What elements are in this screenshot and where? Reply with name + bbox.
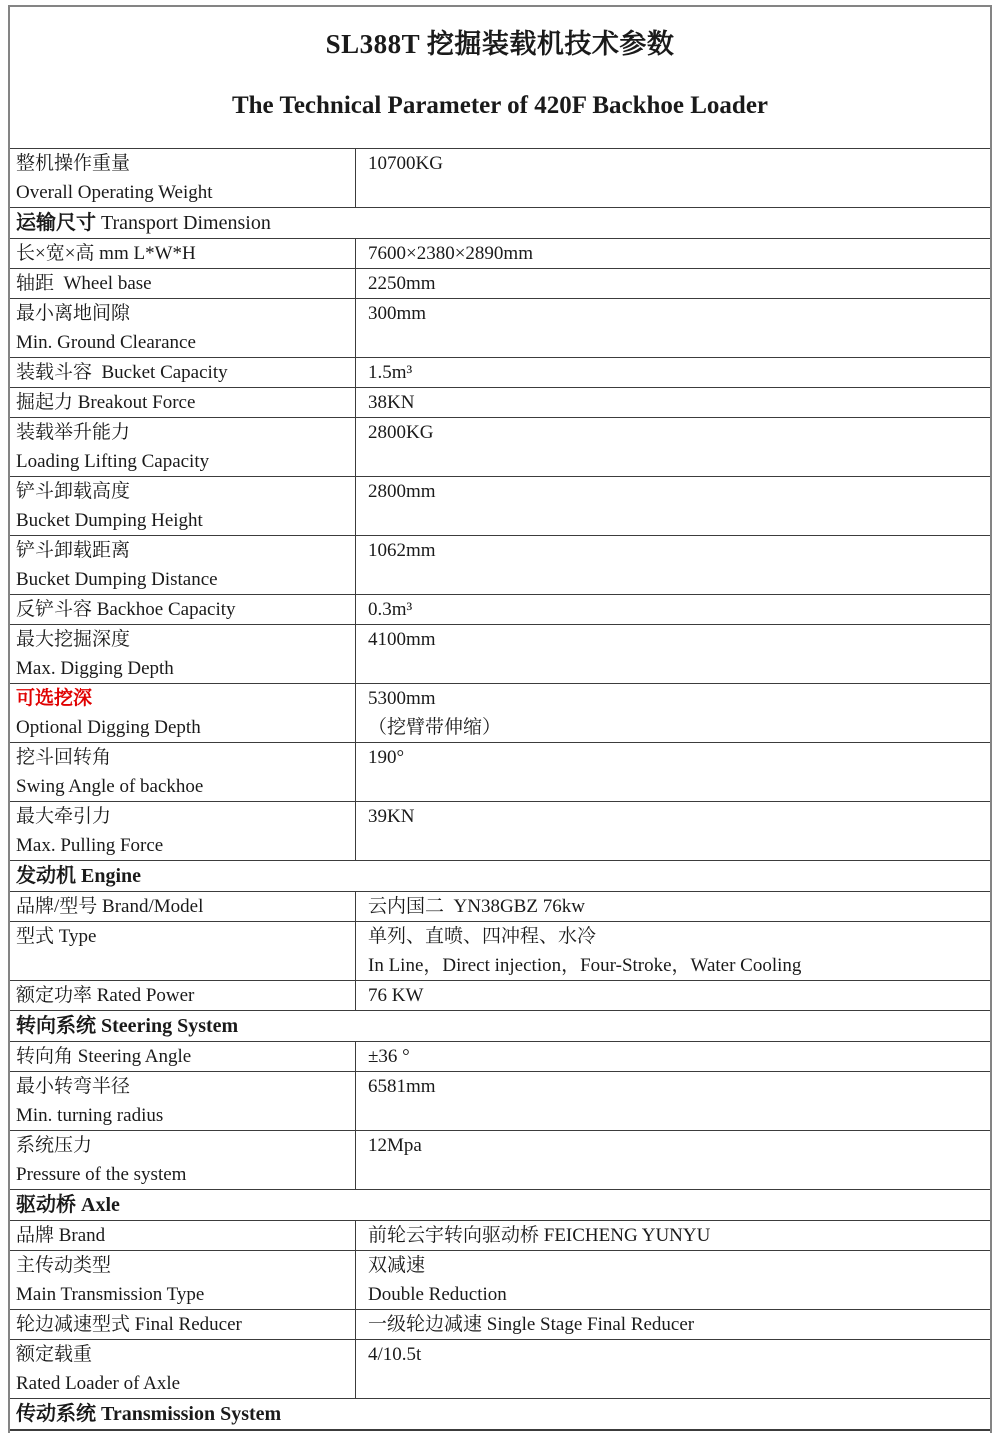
- param-value-cell: [356, 1221, 990, 1250]
- param-value-line: 39KN: [368, 806, 415, 827]
- param-value-cell: [356, 922, 990, 980]
- param-value-cell: [356, 1340, 990, 1398]
- param-value-line: 7600×2380×2890mm: [368, 243, 533, 264]
- spec-row: [10, 1250, 990, 1309]
- param-label-line: Overall Operating Weight: [16, 182, 213, 203]
- param-label-cell: [10, 299, 356, 357]
- section-label-en: Steering System: [101, 1015, 239, 1037]
- param-label-line: 整机操作重量: [16, 153, 131, 174]
- param-value-line: 1.5m³: [368, 362, 413, 383]
- param-value-cell: [356, 981, 990, 1010]
- param-value-line: 4100mm: [368, 629, 436, 650]
- param-value-cell: [356, 595, 990, 624]
- param-value-line: 云内国二 YN38GBZ 76kw: [368, 896, 585, 917]
- param-label-cell: [10, 1131, 356, 1189]
- section-label-zh: 发动机: [16, 865, 76, 887]
- spec-row: [10, 624, 990, 683]
- param-value-cell: [356, 1310, 990, 1339]
- param-value-cell: [356, 477, 990, 535]
- param-label-line: 长×宽×高 mm L*W*H: [16, 243, 196, 264]
- param-label-line: 品牌/型号 Brand/Model: [16, 896, 204, 917]
- param-label-line: 转向角 Steering Angle: [16, 1046, 192, 1067]
- param-value-line: 0.3m³: [368, 599, 413, 620]
- param-value-line: Double Reduction: [368, 1284, 507, 1305]
- section-label-zh: 转向系统: [16, 1015, 96, 1037]
- param-label-cell: [10, 802, 356, 860]
- param-label-line: Rated Loader of Axle: [16, 1373, 181, 1394]
- param-value-cell: [356, 269, 990, 298]
- param-label-line: 额定功率 Rated Power: [16, 985, 195, 1006]
- spec-row: [10, 535, 990, 594]
- param-label-cell: [10, 477, 356, 535]
- param-value-line: 前轮云宇转向驱动桥 FEICHENG YUNYU: [368, 1225, 711, 1246]
- param-label-line: Swing Angle of backhoe: [16, 776, 204, 797]
- param-label-line: 反铲斗容 Backhoe Capacity: [16, 599, 236, 620]
- param-label-line: 轮边减速型式 Final Reducer: [16, 1314, 242, 1335]
- param-label-cell: [10, 149, 356, 207]
- spec-row: [10, 298, 990, 357]
- param-value-line: 5300mm: [368, 688, 436, 709]
- param-value-line: （挖臂带伸缩）: [368, 717, 502, 738]
- param-label-line: Pressure of the system: [16, 1164, 187, 1185]
- param-label-line: 可选挖深: [16, 688, 93, 709]
- spec-row: [10, 921, 990, 980]
- param-label-cell: [10, 684, 356, 742]
- param-label-cell: [10, 1340, 356, 1398]
- spec-row: [10, 387, 990, 417]
- spec-row: [10, 1071, 990, 1130]
- param-label-cell: [10, 536, 356, 594]
- param-label-line: 型式 Type: [16, 926, 97, 947]
- param-label-line: 最小离地间隙: [16, 303, 131, 324]
- spec-row: [10, 1130, 990, 1189]
- document-header: [10, 7, 990, 148]
- section-row: [10, 1398, 990, 1431]
- param-label-line: Bucket Dumping Distance: [16, 569, 218, 590]
- param-label-line: 最小转弯半径: [16, 1076, 131, 1097]
- param-value-line: 1062mm: [368, 540, 436, 561]
- param-label-line: 最大牵引力: [16, 806, 112, 827]
- section-label-en: Axle: [81, 1194, 120, 1216]
- spec-row: [10, 1339, 990, 1398]
- param-value-line: 12Mpa: [368, 1135, 422, 1156]
- section-label-zh: 运输尺寸: [16, 212, 96, 234]
- param-value-line: 76 KW: [368, 985, 424, 1006]
- spec-row: [10, 148, 990, 207]
- section-row: [10, 207, 990, 238]
- section-label-en: Engine: [81, 865, 142, 887]
- param-label-line: 最大挖掘深度: [16, 629, 131, 650]
- param-label-line: 系统压力: [16, 1135, 93, 1156]
- param-value-line: 2250mm: [368, 273, 436, 294]
- param-label-cell: [10, 358, 356, 387]
- param-value-cell: [356, 358, 990, 387]
- section-row: [10, 860, 990, 891]
- param-value-line: 190°: [368, 747, 405, 768]
- param-value-line: 38KN: [368, 392, 415, 413]
- param-value-line: 4/10.5t: [368, 1344, 422, 1365]
- param-label-cell: [10, 418, 356, 476]
- spec-row: [10, 742, 990, 801]
- spec-row: [10, 476, 990, 535]
- spec-row: [10, 238, 990, 268]
- param-label-line: Min. turning radius: [16, 1105, 164, 1126]
- param-label-line: 装载斗容 Bucket Capacity: [16, 362, 228, 383]
- param-value-line: 一级轮边减速 Single Stage Final Reducer: [368, 1314, 695, 1335]
- page-title-en: The Technical Parameter of 420F Backhoe Loader: [231, 92, 769, 119]
- param-label-line: Bucket Dumping Height: [16, 510, 203, 531]
- section-label-en: Transmission System: [101, 1403, 282, 1425]
- param-value-cell: [356, 536, 990, 594]
- param-value-cell: [356, 1131, 990, 1189]
- param-value-cell: [356, 1042, 990, 1071]
- param-label-cell: [10, 1310, 356, 1339]
- param-label-cell: [10, 625, 356, 683]
- param-label-cell: [10, 892, 356, 921]
- param-value-cell: [356, 892, 990, 921]
- param-label-line: 铲斗卸载高度: [16, 481, 131, 502]
- param-label-line: Min. Ground Clearance: [16, 332, 196, 353]
- param-value-cell: [356, 388, 990, 417]
- param-value-cell: [356, 299, 990, 357]
- param-label-line: 掘起力 Breakout Force: [16, 392, 196, 413]
- spec-row: [10, 357, 990, 387]
- param-label-line: Max. Digging Depth: [16, 658, 174, 679]
- param-value-cell: [356, 743, 990, 801]
- param-value-line: In Line，Direct injection，Four-Stroke，Water Cooling: [368, 955, 802, 976]
- spec-table: [10, 148, 990, 1431]
- param-label-line: 挖斗回转角: [16, 747, 112, 768]
- spec-row: [10, 417, 990, 476]
- spec-row: [10, 1309, 990, 1339]
- spec-row: [10, 980, 990, 1010]
- param-label-line: Main Transmission Type: [16, 1284, 205, 1305]
- param-value-line: 双减速: [368, 1255, 426, 1276]
- section-row: [10, 1189, 990, 1220]
- spec-row: [10, 1220, 990, 1250]
- param-value-line: 10700KG: [368, 153, 443, 174]
- param-label-line: Max. Pulling Force: [16, 835, 164, 856]
- param-value-line: ±36 °: [368, 1046, 410, 1067]
- param-value-line: 2800KG: [368, 422, 434, 443]
- section-row: [10, 1010, 990, 1041]
- spec-row: [10, 268, 990, 298]
- param-label-cell: [10, 1221, 356, 1250]
- param-value-cell: [356, 149, 990, 207]
- param-value-cell: [356, 802, 990, 860]
- param-value-line: 2800mm: [368, 481, 436, 502]
- param-value-line: 单列、直喷、四冲程、水冷: [368, 926, 597, 947]
- param-label-line: 主传动类型: [16, 1255, 112, 1276]
- param-value-cell: [356, 1251, 990, 1309]
- param-label-cell: [10, 595, 356, 624]
- param-label-line: 装载举升能力: [16, 422, 131, 443]
- param-value-line: 300mm: [368, 303, 427, 324]
- param-label-cell: [10, 1072, 356, 1130]
- param-label-line: 轴距 Wheel base: [16, 273, 152, 294]
- spec-row: [10, 1041, 990, 1071]
- param-label-cell: [10, 981, 356, 1010]
- param-value-cell: [356, 1072, 990, 1130]
- spec-sheet-page: [8, 5, 992, 1433]
- param-label-cell: [10, 388, 356, 417]
- param-label-cell: [10, 922, 356, 980]
- param-label-cell: [10, 1251, 356, 1309]
- param-label-cell: [10, 269, 356, 298]
- param-label-cell: [10, 743, 356, 801]
- param-value-cell: [356, 418, 990, 476]
- spec-row: [10, 683, 990, 742]
- section-label-en: Transport Dimension: [101, 212, 271, 234]
- param-label-line: 额定载重: [16, 1344, 93, 1365]
- param-label-cell: [10, 239, 356, 268]
- section-label-zh: 传动系统: [16, 1403, 96, 1425]
- param-label-line: 品牌 Brand: [16, 1225, 106, 1246]
- param-label-line: Optional Digging Depth: [16, 717, 201, 738]
- section-label-zh: 驱动桥: [16, 1194, 76, 1216]
- param-value-cell: [356, 625, 990, 683]
- param-label-line: 铲斗卸载距离: [16, 540, 131, 561]
- spec-row: [10, 891, 990, 921]
- param-value-cell: [356, 239, 990, 268]
- param-label-cell: [10, 1042, 356, 1071]
- spec-row: [10, 594, 990, 624]
- param-value-line: 6581mm: [368, 1076, 436, 1097]
- param-label-line: Loading Lifting Capacity: [16, 451, 210, 472]
- spec-row: [10, 801, 990, 860]
- param-value-cell: [356, 684, 990, 742]
- page-title-zh: SL388T 挖掘装载机技术参数: [325, 29, 675, 59]
